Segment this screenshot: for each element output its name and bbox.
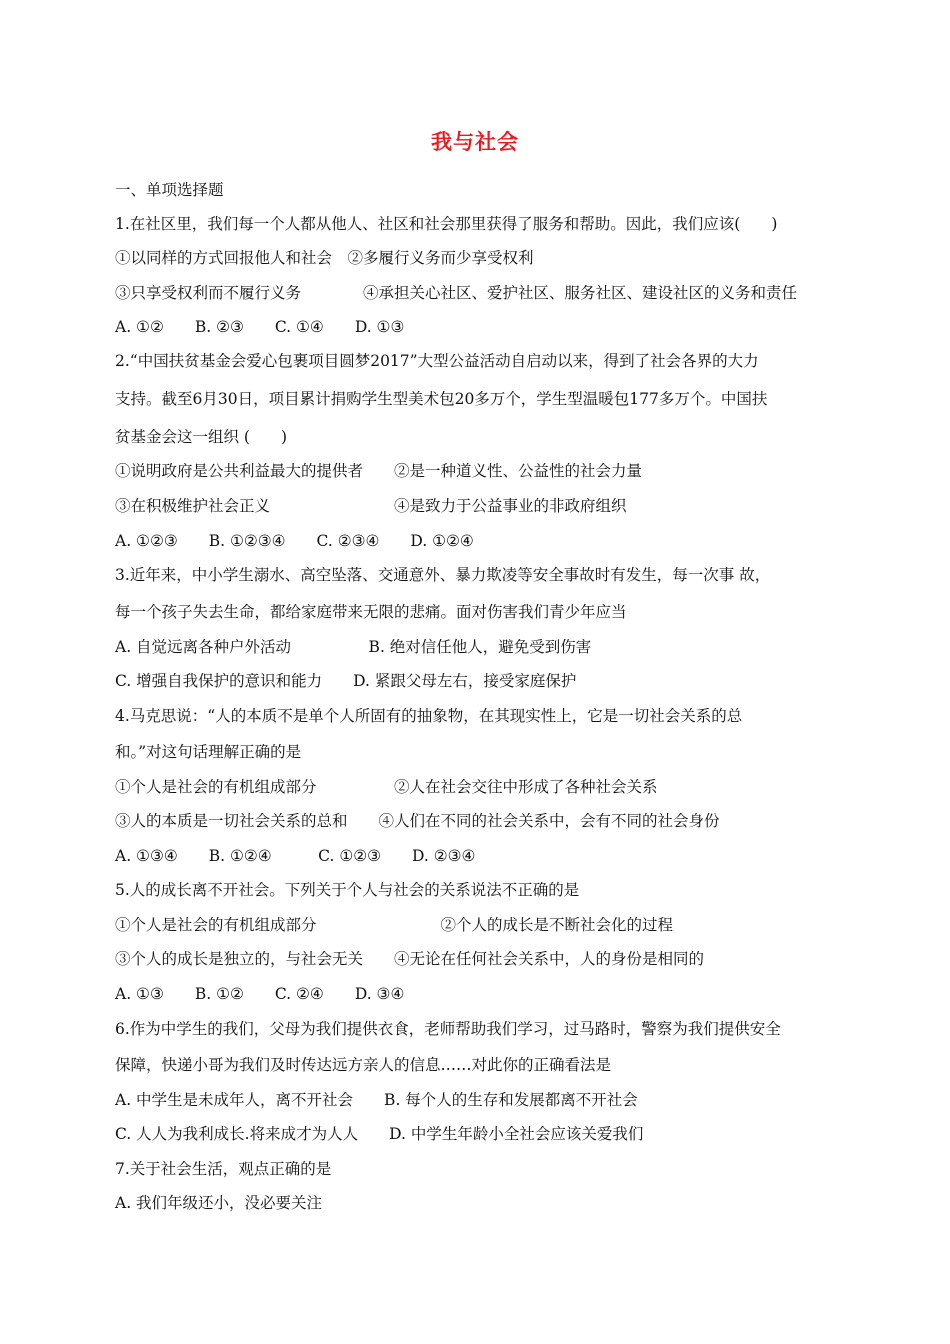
question-2-stem-line2: 支持。截至6月30日，项目累计捐购学生型美术包20多万个，学生型温暖包177多万个。中国扶 bbox=[115, 390, 768, 408]
question-5-statements-row2: ③个人的成长是独立的，与社会无关 ④无论在任何社会关系中，人的身份是相同的 bbox=[115, 950, 705, 968]
question-2-stem-line1: 2.“中国扶贫基金会爱心包裹项目圆梦2017”大型公益活动自启动以来，得到了社会各界的大力 bbox=[115, 352, 759, 370]
question-4-statements-row2: ③人的本质是一切社会关系的总和 ④人们在不同的社会关系中，会有不同的社会身份 bbox=[115, 812, 720, 830]
question-1-options: A. ①② B. ②③ C. ①④ D. ①③ bbox=[115, 318, 405, 336]
question-2-options: A. ①②③ B. ①②③④ C. ②③④ D. ①②④ bbox=[115, 532, 474, 550]
question-4-options: A. ①③④ B. ①②④ C. ①②③ D. ②③④ bbox=[115, 847, 476, 865]
question-1-stem: 1.在社区里，我们每一个人都从他人、社区和社会那里获得了服务和帮助。因此，我们应该( ) bbox=[115, 215, 778, 233]
question-4-stem-line2: 和。”对这句话理解正确的是 bbox=[115, 743, 302, 761]
question-7-stem: 7.关于社会生活，观点正确的是 bbox=[115, 1160, 332, 1178]
question-6-options-row2: C. 人人为我利成长.将来成才为人人 D. 中学生年龄小全社会应该关爱我们 bbox=[115, 1125, 644, 1143]
question-1-statements-row2: ③只享受权利而不履行义务 ④承担关心社区、爱护社区、服务社区、建设社区的义务和责任 bbox=[115, 284, 798, 302]
question-6-stem-line2: 保障，快递小哥为我们及时传达远方亲人的信息……对此你的正确看法是 bbox=[115, 1056, 612, 1074]
question-1-statements-row1: ①以同样的方式回报他人和社会 ②多履行义务而少享受权利 bbox=[115, 249, 534, 267]
page-title: 我与社会 bbox=[431, 130, 519, 154]
question-5-stem: 5.人的成长离不开社会。下列关于个人与社会的关系说法不正确的是 bbox=[115, 881, 580, 899]
question-5-statements-row1: ①个人是社会的有机组成部分 ②个人的成长是不断社会化的过程 bbox=[115, 916, 674, 934]
section-heading: 一、单项选择题 bbox=[115, 181, 224, 199]
question-6-stem-line1: 6.作为中学生的我们，父母为我们提供衣食，老师帮助我们学习，过马路时，警察为我们提供安全 bbox=[115, 1020, 781, 1038]
question-4-stem-line1: 4.马克思说：“人的本质不是单个人所固有的抽象物，在其现实性上，它是一切社会关系的总 bbox=[115, 707, 743, 725]
question-2-statements-row2: ③在积极维护社会正义 ④是致力于公益事业的非政府组织 bbox=[115, 497, 627, 515]
question-3-stem-line2: 每一个孩子失去生命，都给家庭带来无限的悲痛。面对伤害我们青少年应当 bbox=[115, 603, 627, 621]
question-3-options-row2: C. 增强自我保护的意识和能力 D. 紧跟父母左右，接受家庭保护 bbox=[115, 672, 577, 690]
question-7-option-a: A. 我们年级还小，没必要关注 bbox=[115, 1194, 323, 1212]
question-6-options-row1: A. 中学生是未成年人，离不开社会 B. 每个人的生存和发展都离不开社会 bbox=[115, 1091, 638, 1109]
question-2-statements-row1: ①说明政府是公共利益最大的提供者 ②是一种道义性、公益性的社会力量 bbox=[115, 462, 643, 480]
question-3-stem-line1: 3.近年来，中小学生溺水、高空坠落、交通意外、暴力欺凌等安全事故时有发生，每一次事 故， bbox=[115, 566, 771, 584]
question-4-statements-row1: ①个人是社会的有机组成部分 ②人在社会交往中形成了各种社会关系 bbox=[115, 778, 658, 796]
question-2-stem-line3: 贫基金会这一组织 ( ) bbox=[115, 428, 288, 446]
question-5-options: A. ①③ B. ①② C. ②④ D. ③④ bbox=[115, 985, 405, 1003]
question-3-options-row1: A. 自觉远离各种户外活动 B. 绝对信任他人，避免受到伤害 bbox=[115, 638, 592, 656]
